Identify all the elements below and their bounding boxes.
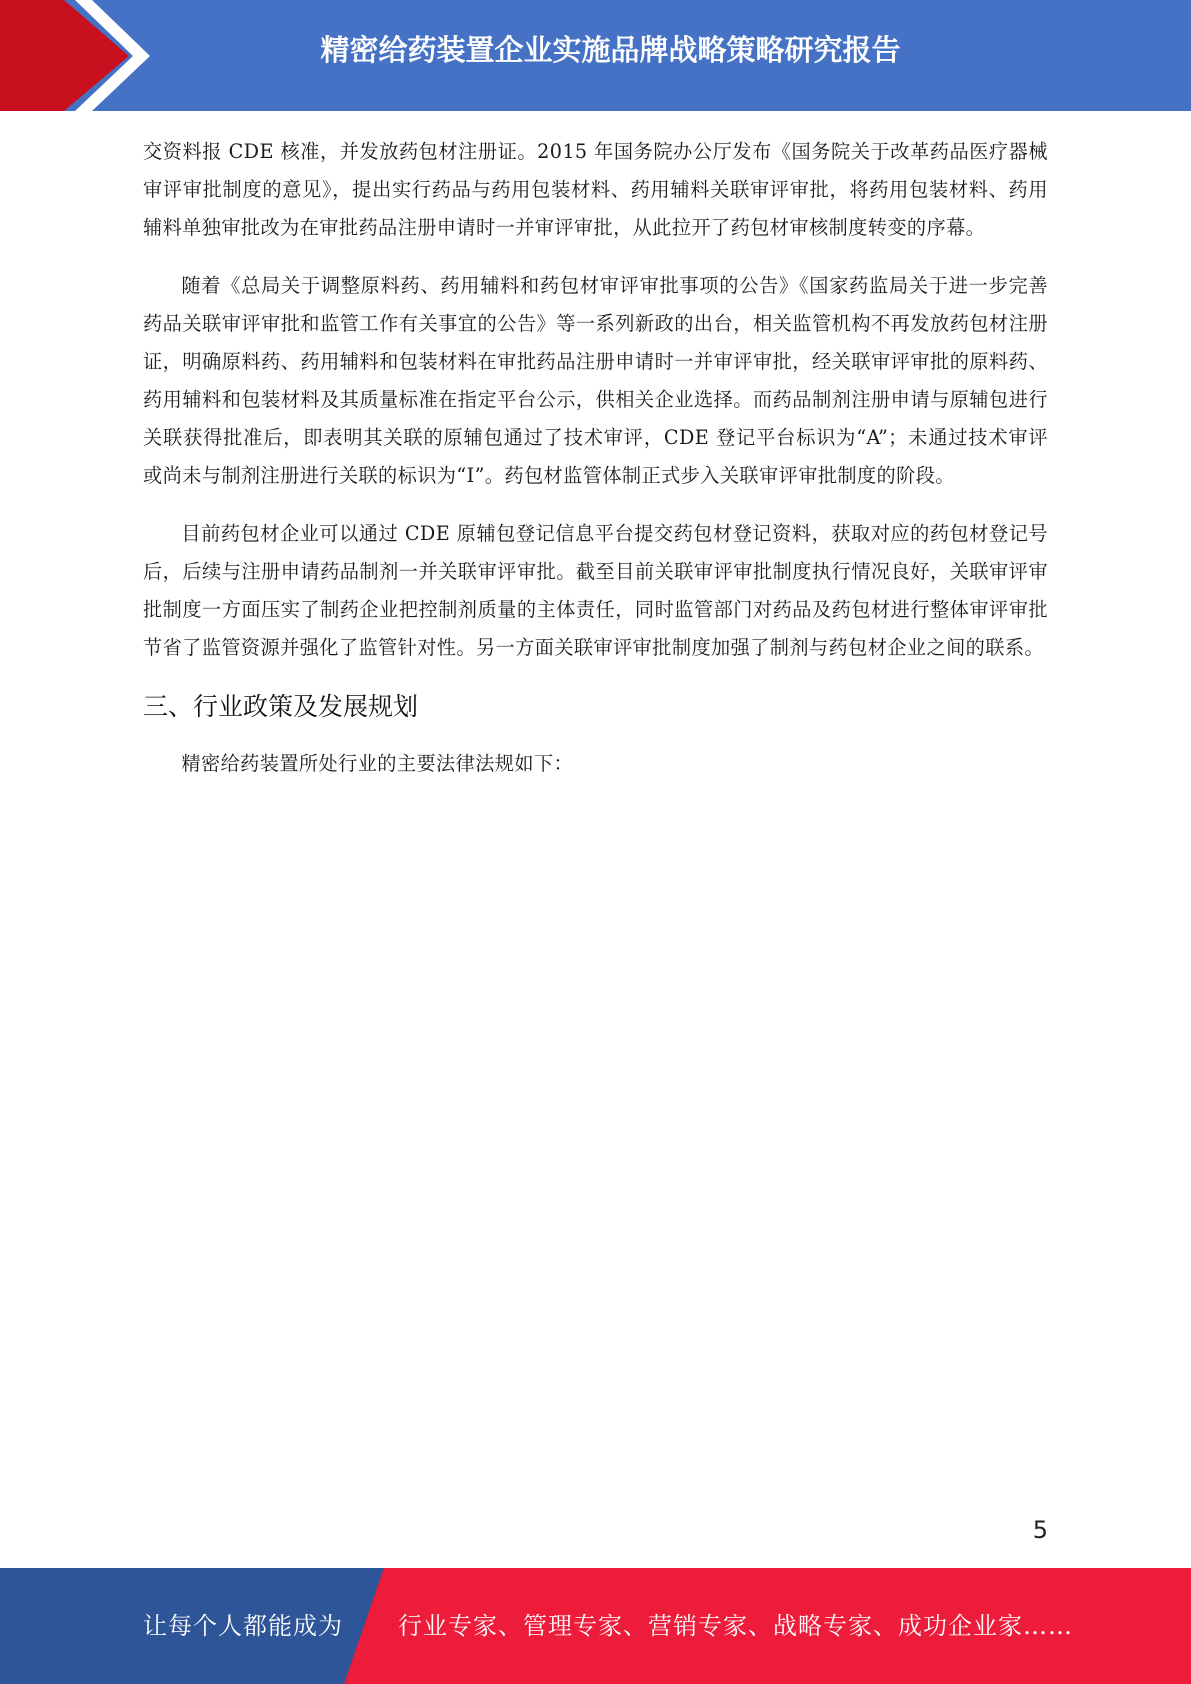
report-title: 精密给药装置企业实施品牌战略策略研究报告 [320,33,901,67]
paragraph-1: 交资料报 CDE 核准，并发放药包材注册证。2015 年国务院办公厅发布《国务院关于改革药品医疗器械审评审批制度的意见》，提出实行药品与药用包装材料、药用辅料关联审评审批，将药用包装材料、药用辅料单独审批改为在审批药品注册申请时一并审评审批，从此拉开了药包材审核制度转变的序幕。 [143,140,1048,239]
page-number: 5 [1032,1516,1048,1544]
page-header [0,0,1191,111]
paragraph-2: 随着《总局关于调整原料药、药用辅料和药包材审评审批事项的公告》《国家药监局关于进一步完善药品关联审评审批和监管工作有关事宜的公告》等一系列新政的出台，相关监管机构不再发放药包材注册证，明确原料药、药用辅料和包装材料在审批药品注册申请时一并审评审批，经关联审评审批的原料药、药用辅料和包装材料及其质量标准在指定平台公示，供相关企业选择。而药品制剂注册申请与原辅包进行关联获得批准后，即表明其关联的原辅包通过了技术审评，CDE 登记平台标识为“A”；未通过技术审评或尚未与制剂注册进行关联的标识为“I”。药包材监管体制正式步入关联审评审批制度的阶段。 [143,274,1048,487]
footer-slogan-right: 行业专家、管理专家、营销专家、战略专家、成功企业家…… [398,1612,1073,1640]
section-heading: 三、行业政策及发展规划 [143,692,419,721]
document-body [143,133,1048,803]
footer-slogan-left: 让每个人都能成为 [143,1612,343,1640]
paragraph-3: 目前药包材企业可以通过 CDE 原辅包登记信息平台提交药包材登记资料，获取对应的药包材登记号后，后续与注册申请药品制剂一并关联审评审批。截至目前关联审评审批制度执行情况良好，关联审评审批制度一方面压实了制药企业把控制剂质量的主体责任，同时监管部门对药品及药包材进行整体审评审批节省了监管资源并强化了监管针对性。另一方面关联审评审批制度加强了制剂与药包材企业之间的联系。 [143,522,1048,659]
page-footer [0,1568,1191,1684]
section-intro: 精密给药装置所处行业的主要法律法规如下： [181,752,574,775]
